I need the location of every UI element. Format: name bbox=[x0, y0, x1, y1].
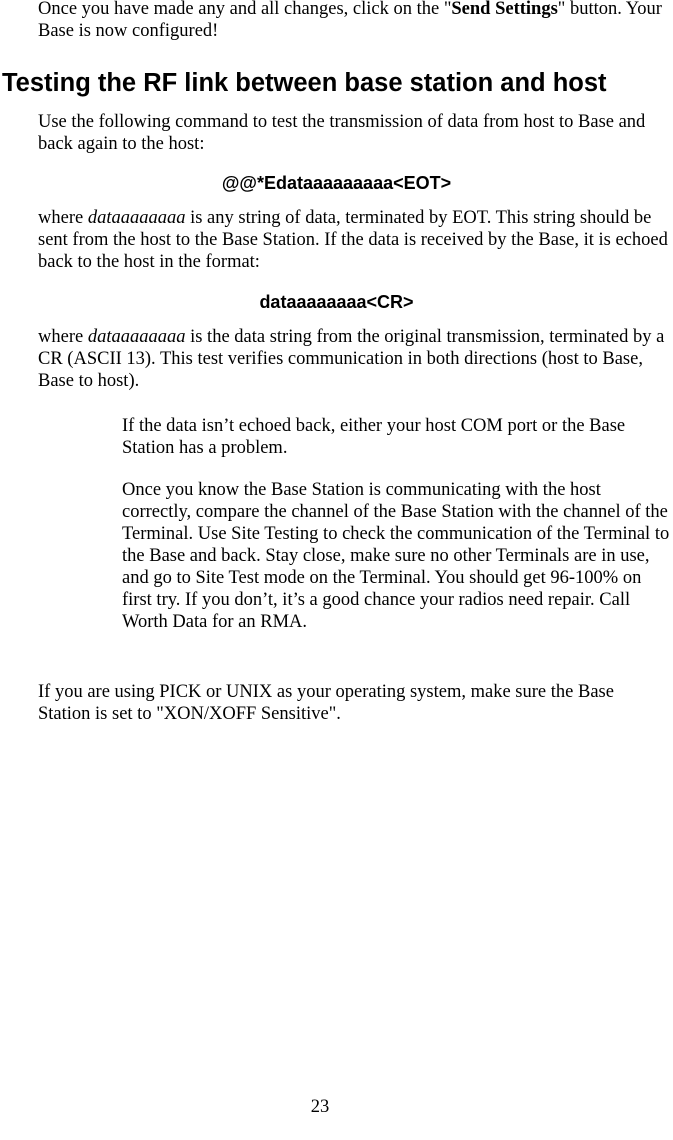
response-code: dataaaaaaaa<CR> bbox=[259, 292, 414, 312]
text: Once you have made any and all changes, click on the " bbox=[38, 0, 452, 19]
intro-paragraph bbox=[38, 0, 668, 42]
text: where bbox=[38, 208, 88, 228]
paragraph: If the data isn’t echoed back, either your host COM port or the Base Station has a problem. bbox=[122, 416, 626, 458]
section-heading: Testing the RF link between base station and host bbox=[2, 69, 607, 97]
paragraph bbox=[38, 326, 668, 392]
paragraph bbox=[38, 207, 668, 273]
text: " button. Your Base is now configured! bbox=[38, 0, 662, 41]
send-settings-label: Send Settings bbox=[451, 0, 558, 19]
command-code: @@*Edataaaaaaaaa<EOT> bbox=[221, 173, 452, 193]
paragraph: If you are using PICK or UNIX as your operating system, make sure the Base Station is set to "XON/XOFF Sensitive". bbox=[38, 682, 614, 724]
paragraph: Use the following command to test the transmission of data from host to Base and back again to the host: bbox=[38, 112, 646, 154]
text: dataaaaaaaa bbox=[87, 327, 186, 347]
text: where bbox=[38, 327, 88, 347]
text: is any string of data, terminated by EOT. This string should be sent from the host to the Base Station. If the data is received by the Base, it is echoed back to the host in the format: bbox=[38, 208, 668, 272]
page-number: 23 bbox=[310, 1097, 330, 1117]
text: is the data string from the original transmission, terminated by a CR (ASCII 13). This test verifies communication in both directions (host to Base, Base to host). bbox=[38, 327, 665, 391]
paragraph: Once you know the Base Station is communicating with the host correctly, compare the channel of the Base Station with the channel of the Terminal. Use Site Testing to check the communication of the Terminal to the Base and back. Stay close, make sure no other Terminals are in use, and go to Site Test mode on the Terminal. You should get 96-100% on first try. If you don’t, it’s a good chance your radios need repair. Call Worth Data for an RMA. bbox=[122, 480, 670, 632]
text: dataaaaaaaa bbox=[87, 208, 186, 228]
